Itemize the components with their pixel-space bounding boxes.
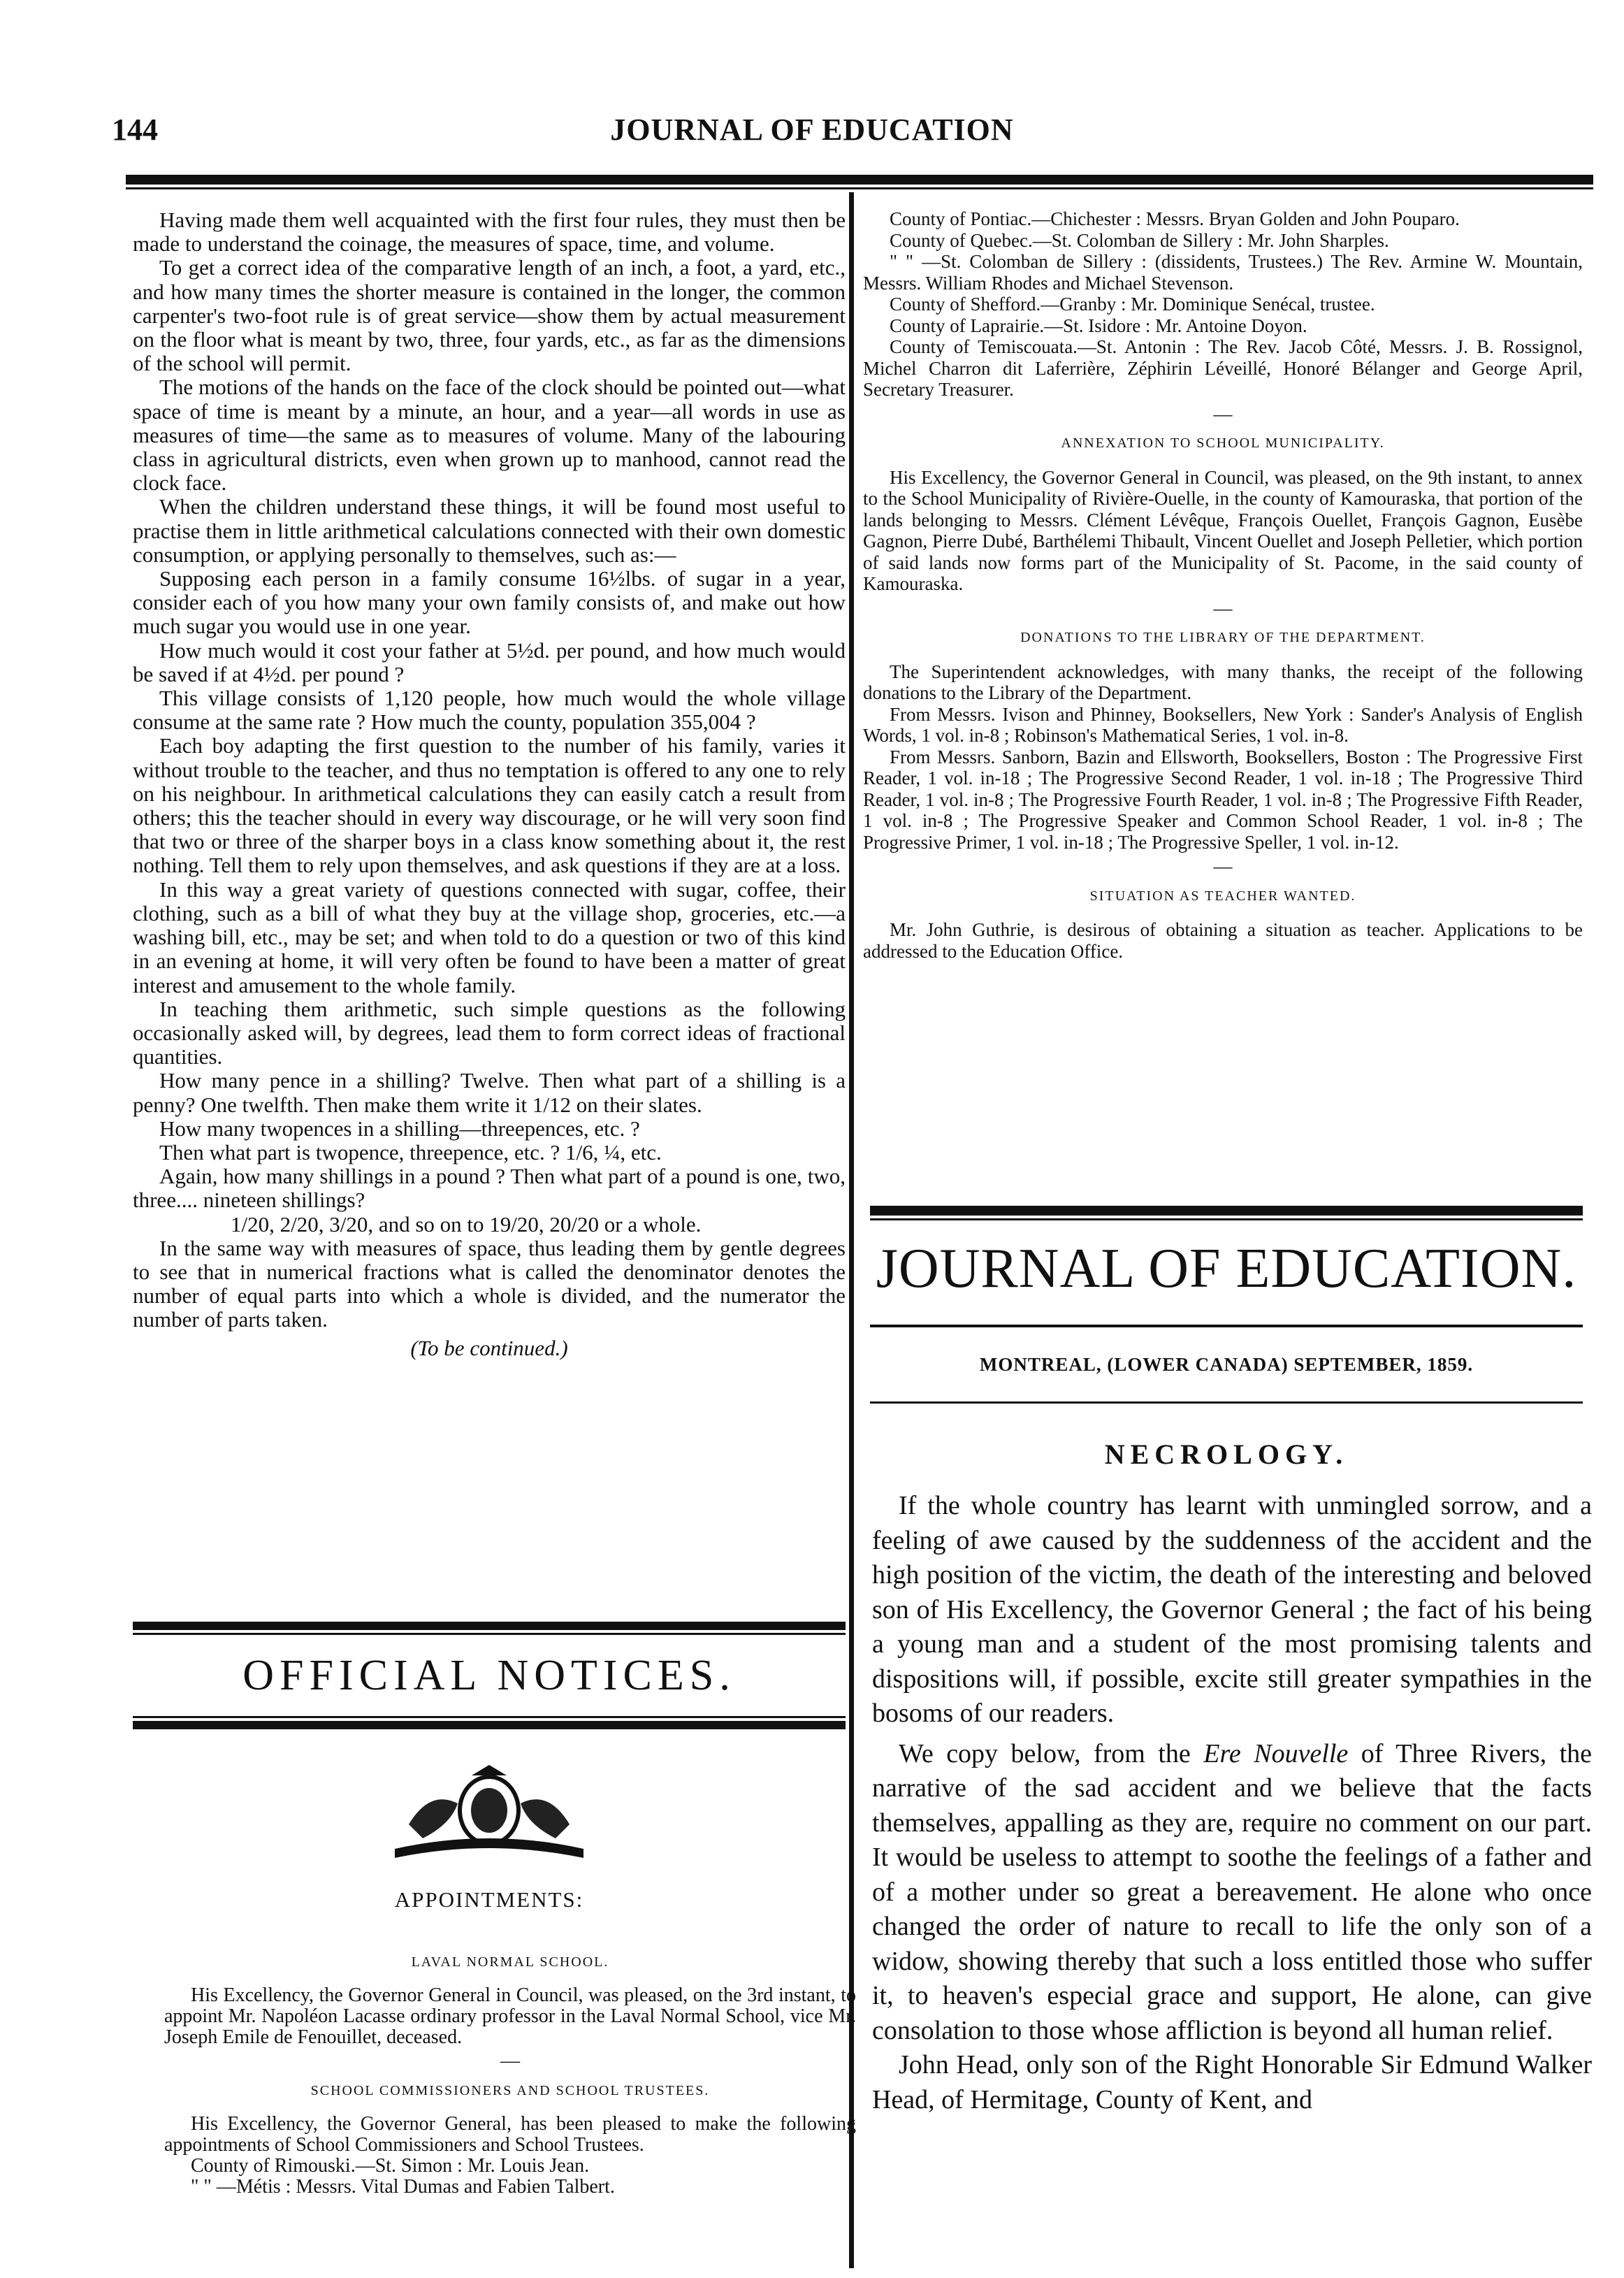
running-head: JOURNAL OF EDUCATION <box>610 113 1014 147</box>
necrology-title: NECROLOGY. <box>1104 1439 1349 1470</box>
section-dash: — <box>1213 403 1233 424</box>
journal-masthead: JOURNAL OF EDUCATION. <box>876 1238 1577 1299</box>
paragraph: This village consists of 1,120 people, how much would the whole village consume at the same rate ? How much the county, population 355,004 ? <box>133 686 846 735</box>
section-dash: — <box>1213 597 1233 619</box>
official-rule-bottom-thin <box>133 1716 846 1718</box>
text-span: We copy below, from the <box>899 1738 1204 1768</box>
paragraph: How many pence in a shilling? Twelve. Then what part of a shilling is a penny? One twelfth. Then make them write it 1/12 on their slates. <box>133 1068 846 1117</box>
rimouski-entry: County of Rimouski.—St. Simon : Mr. Louis Jean. <box>191 2155 590 2177</box>
dateline: MONTREAL, (LOWER CANADA) SEPTEMBER, 1859. <box>979 1354 1474 1375</box>
necrology-paragraph: If the whole country has learnt with unmingled sorrow, and a feeling of awe caused by the suddenness of the accident and the high position of the victim, the death of the interesting and beloved son of His Excellency, the Governor General ; the fact of his being a young man and a student of the most promising talents and dispositions will, if possible, excite still greater sympathies in the bosoms of our readers. <box>872 1491 1592 1728</box>
to-be-continued: (To be continued.) <box>410 1335 568 1360</box>
situation-text: Mr. John Guthrie, is desirous of obtaining a situation as teacher. Applications to be addressed to the Education Office. <box>863 919 1583 962</box>
right-column-top <box>863 208 1583 962</box>
header-rule <box>126 175 1593 185</box>
paragraph: In the same way with measures of space, thus leading them by gentle degrees to see that in numerical fractions what is called the denominator denotes the number of equal parts into which a whole is divided, and the numerator the number of parts taken. <box>133 1235 846 1332</box>
section-dash: — <box>500 2050 520 2072</box>
county-entry: County of Temiscouata.—St. Antonin : The Rev. Jacob Côté, Messrs. J. B. Rossignol, Michel Charron dit Laferrière, Zéphirin Léveillé, Honoré Bélanger and George April, Secretary Treasurer. <box>863 336 1583 400</box>
text-span: of Three Rivers, the narrative of the sad accident and we believe that the facts themselves, appalling as they are, require no comment on our part. It would be useless to attempt to soothe the feelings of a father and of a mother under so great a bereavement. He alone who once changed the order of nature to recall to life the only son of a widow, showing thereby that such a loss entitled those who suffer it, to heaven's especial grace and support, He alone, can give consolation to those whose affliction is beyond all human relief. <box>872 1738 1593 2045</box>
laval-text: His Excellency, the Governor General in Council, was pleased, on the 3rd instant, to appoint Mr. Napoléon Lacasse ordinary professor in the Laval Normal School, vice Mr. Joseph Emile de Fenouillet, deceased. <box>164 1984 856 2048</box>
official-rule-bottom <box>133 1721 846 1729</box>
newspaper-name: Ere Nouvelle <box>1203 1738 1349 1768</box>
masthead-rule-bottom <box>870 1325 1583 1327</box>
header-rule-thin <box>126 187 1593 189</box>
paragraph: Then what part is twopence, threepence, etc. ? 1/6, ¼, etc. <box>159 1139 662 1165</box>
necrology-paragraph: John Head, only son of the Right Honorable Sir Edmund Walker Head, of Hermitage, County of Kent, and <box>872 2050 1592 2114</box>
appointments-heading: APPOINTMENTS: <box>394 1887 584 1912</box>
commissioners-heading: SCHOOL COMMISSIONERS AND SCHOOL TRUSTEES. <box>310 2083 710 2098</box>
paragraph: In this way a great variety of questions connected with sugar, coffee, their clothing, such as a bill of what they buy at the village shop, groceries, etc.—a washing bill, etc., may be set; and when told to do a question or two of this kind in an evening at home, it will very often be found to have been a matter of great interest and amusement to the whole family. <box>133 877 846 997</box>
section-dash: — <box>1213 856 1233 877</box>
masthead-rule-top-thin <box>870 1218 1583 1220</box>
official-rule-top <box>133 1622 846 1630</box>
masthead-rule-top <box>870 1206 1583 1216</box>
necrology-body <box>872 1489 1592 2117</box>
paragraph: When the children understand these things, it will be found most useful to practise them in little arithmetical calculations connected with their own domestic consumption, or applying personally to themselves, such as:— <box>133 494 846 567</box>
paragraph: Each boy adapting the first question to the number of his family, varies it without trouble to the teacher, and thus no temptation is offered to any one to rely on his neighbour. In arithmetical calculations they can easily catch a result from others; this the teacher should in every way discourage, or he will very soon find that two or three of the sharper boys in a class know something about it, the rest nothing. Tell them to rely upon themselves, and ask questions if they are at a loss. <box>133 733 846 878</box>
paragraph: How much would it cost your father at 5½d. per pound, and how much would be saved if at 4½d. per pound ? <box>133 637 846 686</box>
left-column <box>133 208 846 1360</box>
paragraph: The motions of the hands on the face of the clock should be pointed out—what space of time is meant by a minute, an hour, and a year—all words in use as measures of time—the same as to measures of volume. Many of the labouring class in agricultural districts, even when grown up to manhood, cannot read the clock face. <box>133 375 846 496</box>
county-entry: County of Laprairie.—St. Isidore : Mr. Antoine Doyon. <box>890 315 1307 336</box>
county-entry: County of Pontiac.—Chichester : Messrs. Bryan Golden and John Pouparo. <box>890 208 1460 229</box>
donations-entry: From Messrs. Sanborn, Bazin and Ellsworth, Booksellers, Boston : The Progressive First Reader, 1 vol. in-18 ; The Progressive Second Reader, 1 vol. in-18 ; The Progressive Third Reader, 1 vol. in-8 ; The Progressive Fourth Reader, 1 vol. in-8 ; The Progressive Fifth Reader, 1 vol. in-8 ; The Progressive Speaker and Common School Reader, 1 vol. in-8 ; The Progressive Primer, 1 vol. in-18 ; The Progressive Speller, 1 vol. in-12. <box>863 746 1583 853</box>
dateline-rule <box>870 1401 1583 1404</box>
paragraph: How many twopences in a shilling—threepences, etc. ? <box>159 1116 640 1141</box>
commissioners-text: His Excellency, the Governor General, has been pleased to make the following appointments of School Commissioners and School Trustees. <box>164 2113 856 2156</box>
donations-entry: From Messrs. Ivison and Phinney, Booksellers, New York : Sander's Analysis of English Words, 1 vol. in-8 ; Robinson's Mathematical Series, 1 vol. in-8. <box>863 703 1583 746</box>
donations-heading: DONATIONS TO THE LIBRARY OF THE DEPARTMENT. <box>1020 630 1426 645</box>
annexation-text: His Excellency, the Governor General in Council, was pleased, on the 9th instant, to annex to the School Municipality of Rivière-Ouelle, in the county of Kamouraska, that portion of the lands belonging to Messrs. Clément Lévêque, François Ouellet, François Gagnon, Eusèbe Gagnon, Pierre Dubé, Barthélemi Thibault, Vincent Ouellet and Joseph Pelletier, which portion of said lands now forms part of the Municipality of St. Pacome, in the said county of Kamouraska. <box>863 466 1583 594</box>
rimouski-entry: " " —Métis : Messrs. Vital Dumas and Fabien Talbert. <box>191 2176 615 2198</box>
page-number: 144 <box>112 113 158 147</box>
paragraph: Again, how many shillings in a pound ? Then what part of a pound is one, two, three.... nineteen shillings? <box>133 1164 846 1213</box>
paragraph: Having made them well acquainted with the first four rules, they must then be made to understand the coinage, the measures of space, time, and volume. <box>133 208 846 257</box>
necrology-paragraph <box>872 1737 1592 2049</box>
royal-arms-emblem <box>381 1761 597 1866</box>
county-entry: County of Shefford.—Granby : Mr. Dominique Senécal, trustee. <box>890 294 1375 315</box>
laval-heading: LAVAL NORMAL SCHOOL. <box>411 1954 609 1970</box>
official-notices-body <box>164 1943 856 2198</box>
county-entry: County of Quebec.—St. Colomban de Sillery : Mr. John Sharples. <box>890 229 1389 251</box>
donations-intro: The Superintendent acknowledges, with many thanks, the receipt of the following donations to the Library of the Department. <box>863 661 1583 703</box>
county-entry: " " —St. Colomban de Sillery : (dissidents, Trustees.) The Rev. Armine W. Mountain, Messrs. William Rhodes and Michael Stevenson. <box>863 251 1583 294</box>
paragraph: In teaching them arithmetic, such simple questions as the following occasionally asked will, by degrees, lead them to form correct ideas of fractional quantities. <box>133 996 846 1069</box>
annexation-heading: ANNEXATION TO SCHOOL MUNICIPALITY. <box>1061 435 1385 451</box>
official-notices-title: OFFICIAL NOTICES. <box>242 1652 736 1699</box>
paragraph: To get a correct idea of the comparative length of an inch, a foot, a yard, etc., and how many times the shorter measure is contained in the longer, the common carpenter's two-foot rule is of great service—show them by actual measurement on the floor what is meant by two, three, four yards, etc., as far as the dimensions of the school will permit. <box>133 255 846 376</box>
official-rule-top-thin <box>133 1633 846 1635</box>
situation-heading: SITUATION AS TEACHER WANTED. <box>1089 888 1356 904</box>
paragraph: 1/20, 2/20, 3/20, and so on to 19/20, 20/20 or a whole. <box>231 1211 702 1237</box>
paragraph: Supposing each person in a family consume 16½lbs. of sugar in a year, consider each of you how many your own family consists of, and make out how much sugar you would use in one year. <box>133 566 846 639</box>
